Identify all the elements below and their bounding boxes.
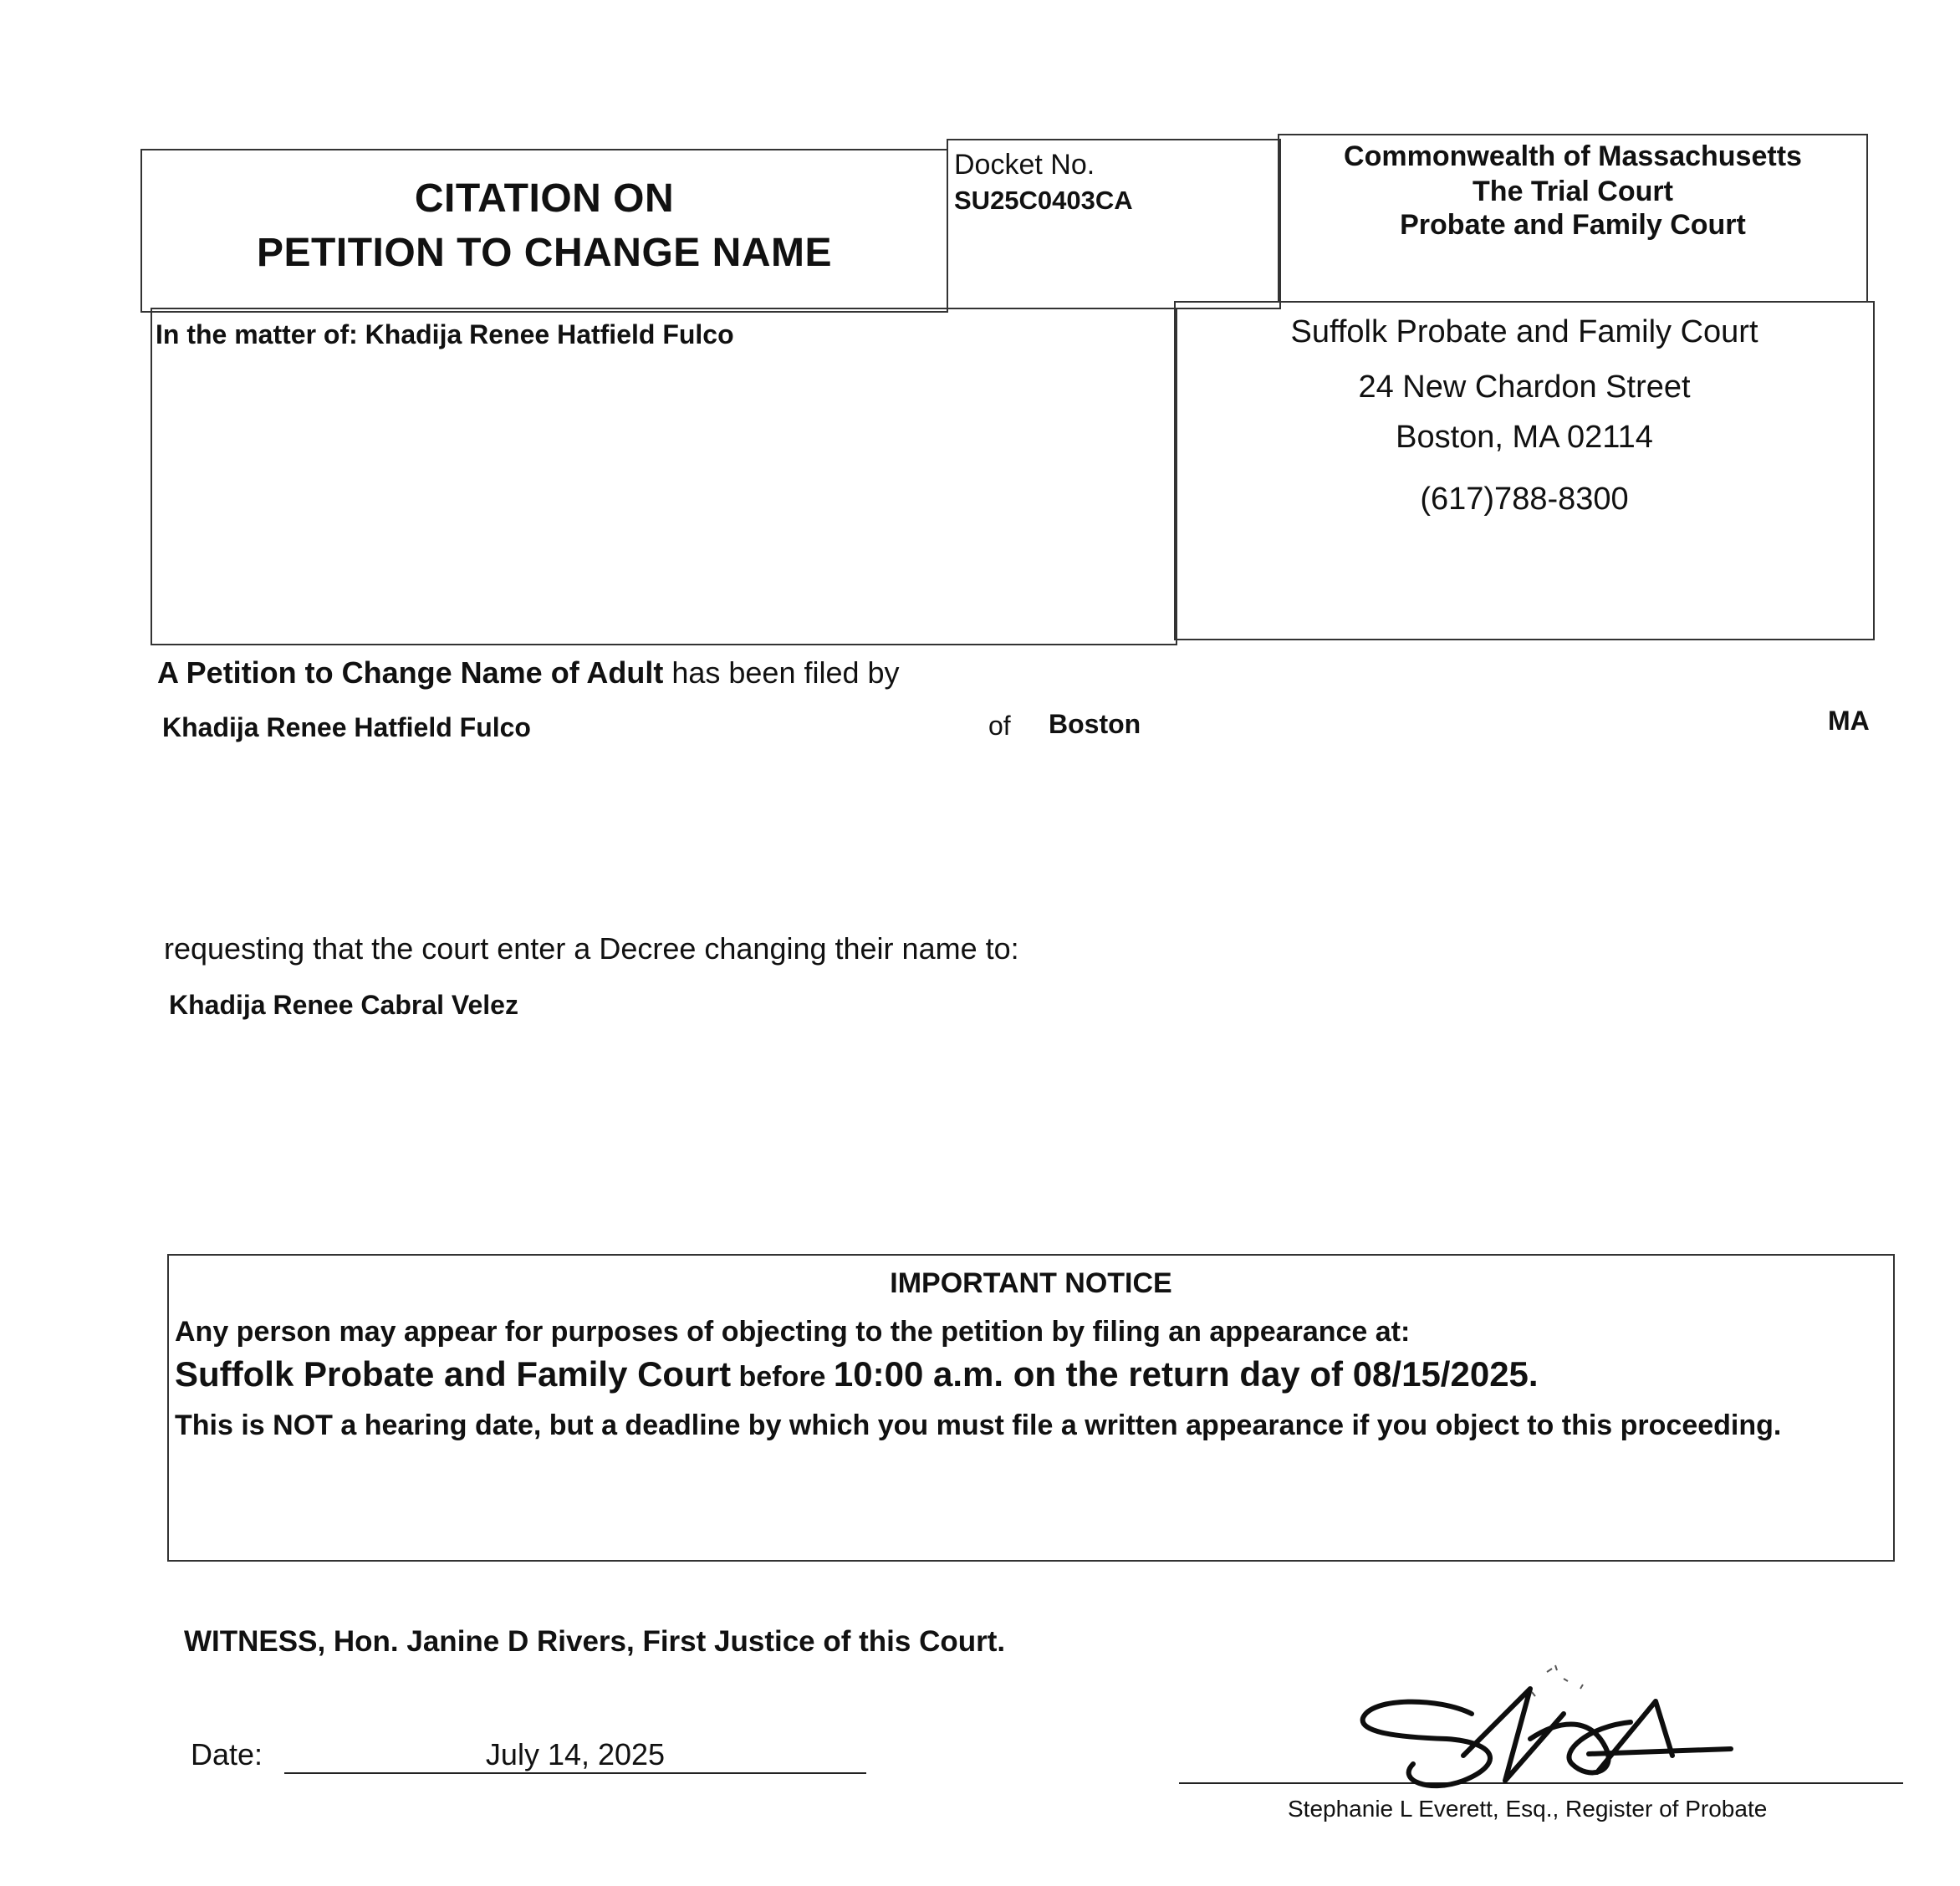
important-notice-box [167,1254,1895,1562]
petition-filed-by: has been filed by [663,655,900,690]
court-line-trial-court: The Trial Court [1473,176,1673,207]
petition-type: A Petition to Change Name of Adult [157,655,664,690]
petition-intro [157,655,900,691]
petitioner-name: Khadija Renee Hatfield Fulco [162,712,531,742]
handwritten-signature [1338,1655,1756,1806]
document-title-line2: PETITION TO CHANGE NAME [257,231,832,275]
matter-box [151,308,1177,645]
date-label: Date: [191,1737,263,1771]
notice-court: Suffolk Probate and Family Court [175,1354,732,1394]
matter-of [156,319,734,350]
matter-name: Khadija Renee Hatfield Fulco [365,319,734,349]
notice-heading: IMPORTANT NOTICE [890,1267,1172,1299]
matter-label: In the matter of: [156,319,358,349]
witness-line: WITNESS, Hon. Janine D Rivers, First Justice of this Court. [184,1625,1006,1658]
signer-name: Stephanie L Everett, Esq., Register of Probate [1288,1796,1768,1822]
court-header-box [1278,134,1868,303]
notice-line1: Any person may appear for purposes of objecting to the petition by filing an appearance at: [175,1316,1411,1348]
date-underline [284,1772,866,1774]
docket-box [947,139,1281,309]
document-title-line1: CITATION ON [414,176,675,221]
court-city: Boston, MA 02114 [1396,420,1653,455]
court-address-box [1174,301,1875,640]
docket-label: Docket No. [954,149,1095,181]
of-label: of [988,711,1011,741]
request-text: requesting that the court enter a Decree changing their name to: [164,931,1019,966]
notice-line3: This is NOT a hearing date, but a deadline by which you must file a written appearance if you object to this proceeding. [175,1409,1782,1441]
notice-deadline: 10:00 a.m. on the return day of 08/15/2025. [833,1354,1539,1394]
court-line-probate: Probate and Family Court [1400,209,1746,241]
title-box [140,149,948,313]
court-phone: (617)788-8300 [1420,482,1629,517]
court-line-commonwealth: Commonwealth of Massachusetts [1344,140,1802,172]
petitioner-state: MA [1828,706,1870,736]
new-name: Khadija Renee Cabral Velez [169,990,518,1020]
date-value: July 14, 2025 [485,1737,666,1771]
petitioner-city: Boston [1049,709,1141,739]
notice-before: before [731,1361,834,1393]
court-name: Suffolk Probate and Family Court [1290,314,1758,349]
docket-number: SU25C0403CA [954,186,1133,215]
court-street: 24 New Chardon Street [1358,370,1691,405]
notice-deadline-line [175,1354,1539,1394]
